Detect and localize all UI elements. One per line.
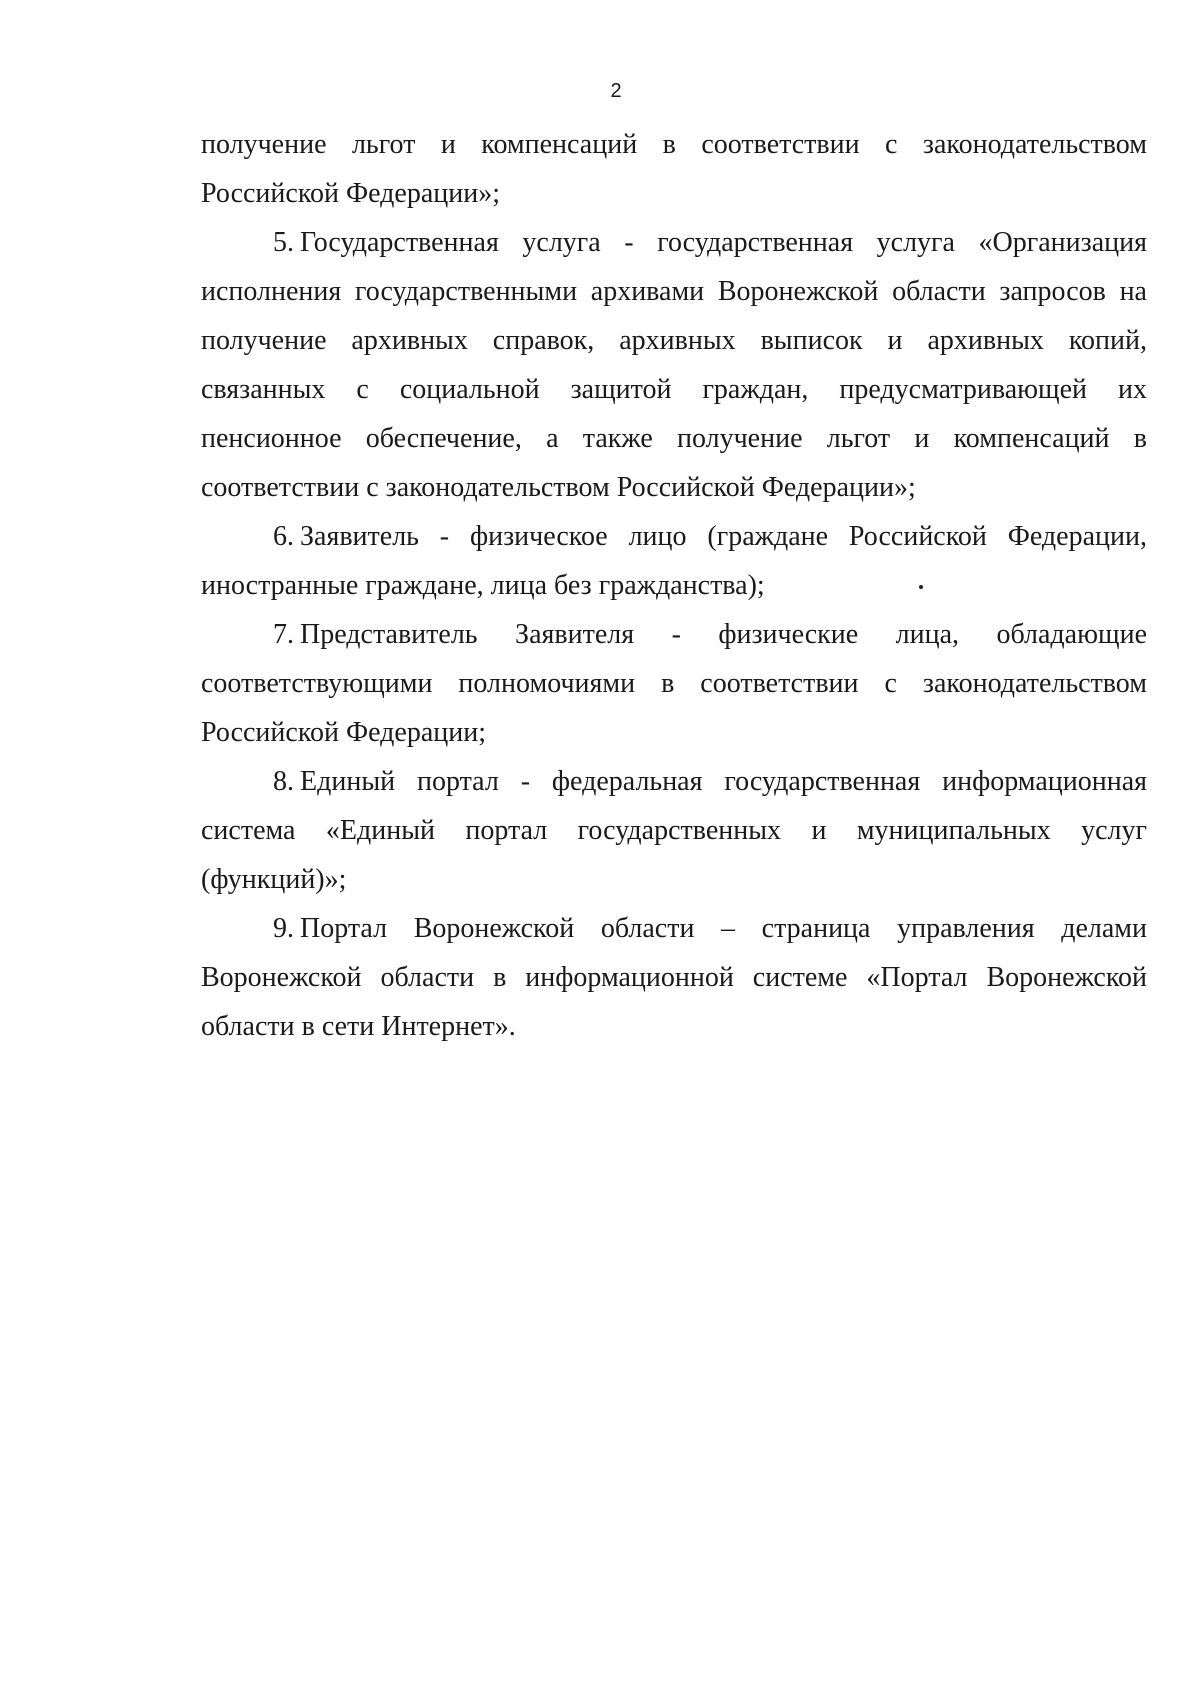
paragraph-continuation <box>201 120 1147 218</box>
paragraph-item-7 <box>201 610 1147 757</box>
paragraph-text: Государственная услуга - государственная услуга «Организация исполнения государственными архивами Воронежской области запросов на получение архивных справок, архивных выписок и архивных копий, связанных с социальной защитой граждан, предусматривающей их пенсионное обеспечение, а также получение льгот и компенсаций в соответствии с законодательством Российской Федерации»; <box>201 227 1147 503</box>
paragraph-item-9 <box>201 904 1147 1051</box>
page-number: 2 <box>610 80 622 102</box>
paragraph-text: Представитель Заявителя - физические лица, обладающие соответствующими полномочиями в соответствии с законодательством Российской Федерации; <box>201 619 1147 748</box>
item-number: 6. <box>273 521 294 552</box>
paragraph-text: Портал Воронежской области – страница управления делами Воронежской области в информационной системе «Портал Воронежской области в сети Интернет». <box>201 913 1147 1042</box>
paragraph-text: Заявитель - физическое лицо (граждане Российской Федерации, иностранные граждане, лица без гражданства); <box>201 521 1147 601</box>
paragraph-item-6 <box>201 512 1147 610</box>
paragraph-text: Единый портал - федеральная государственная информационная система «Единый портал государственных и муниципальных услуг (функций)»; <box>201 766 1147 895</box>
item-number: 8. <box>273 766 294 797</box>
paragraph-text: получение льгот и компенсаций в соответствии с законодательством Российской Федерации»; <box>201 129 1147 209</box>
paragraph-item-8 <box>201 757 1147 904</box>
document-body <box>201 120 1147 1051</box>
item-number: 5. <box>273 227 294 258</box>
scan-speck <box>919 585 923 589</box>
paragraph-item-5 <box>201 218 1147 512</box>
item-number: 7. <box>273 619 294 650</box>
item-number: 9. <box>273 913 294 944</box>
